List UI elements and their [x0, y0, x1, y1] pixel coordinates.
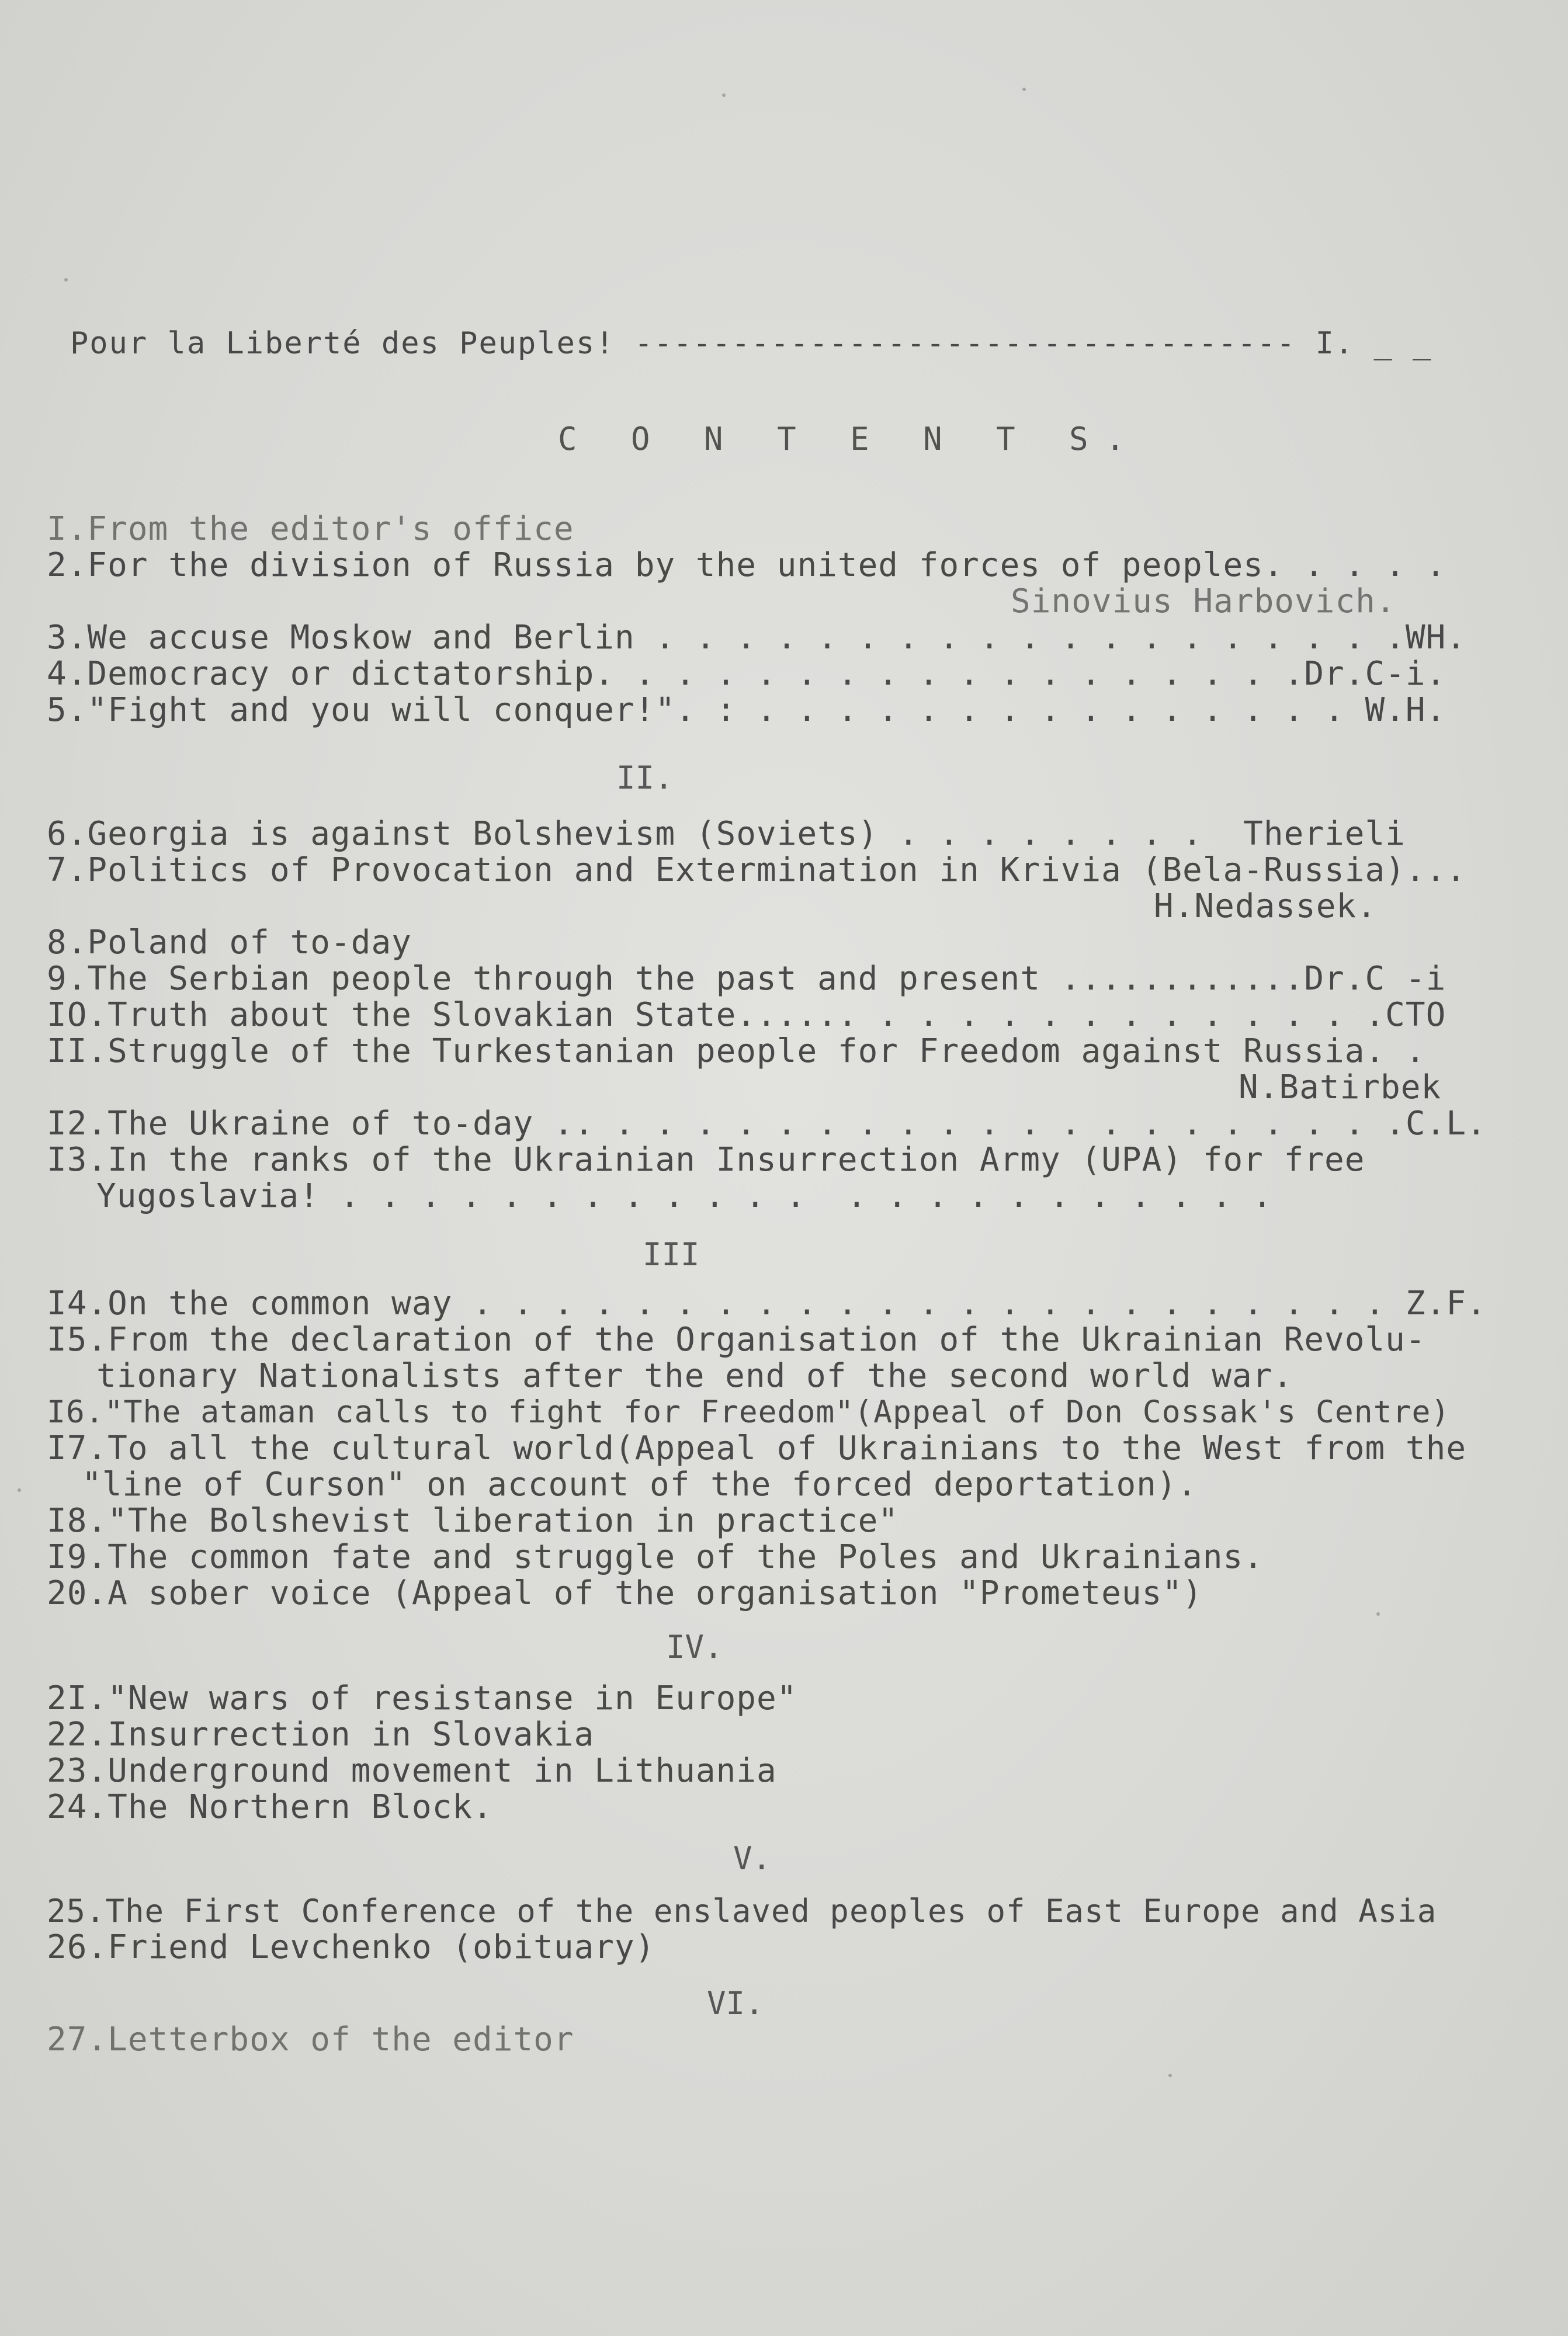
toc-entry-4: 4.Democracy or dictatorship. . . . . . . . . . . . . . . . . .Dr.C-i.	[47, 655, 1446, 693]
section-heading-6: VI.	[707, 1985, 764, 2022]
section-heading-4: IV.	[666, 1629, 723, 1665]
toc-entry-10: IO.Truth about the Slovakian State...... . . . . . . . . . . . . .CTO	[47, 996, 1446, 1034]
toc-entry-13-cont: Yugoslavia! . . . . . . . . . . . . . . . . . . . . . . .	[96, 1177, 1273, 1215]
paper-speck	[64, 278, 68, 282]
toc-entry-15: I5.From the declaration of the Organisation of the Ukrainian Revolu-	[47, 1321, 1426, 1359]
section-heading-2: II.	[616, 759, 674, 796]
paper-speck	[18, 1488, 21, 1492]
paper-speck	[1022, 88, 1026, 91]
toc-entry-17: I7.To all the cultural world(Appeal of Ukrainians to the West from the	[47, 1429, 1467, 1467]
toc-entry-24: 24.The Northern Block.	[47, 1788, 493, 1826]
section-heading-3: III	[643, 1236, 700, 1273]
toc-entry-22: 22.Insurrection in Slovakia	[47, 1716, 595, 1754]
section-heading-5: V.	[733, 1840, 772, 1877]
toc-entry-21: 2I."New wars of resistanse in Europe"	[47, 1679, 797, 1717]
toc-entry-13: I3.In the ranks of the Ukrainian Insurrection Army (UPA) for free	[47, 1141, 1365, 1179]
toc-entry-12: I2.The Ukraine of to-day .. . . . . . . . . . . . . . . . . . . . .C.L.	[47, 1105, 1487, 1143]
toc-entry-19: I9.The common fate and struggle of the Poles and Ukrainians.	[47, 1538, 1264, 1576]
toc-entry-2-author: Sinovius Harbovich.	[1011, 582, 1396, 620]
toc-entry-3: 3.We accuse Moskow and Berlin . . . . . . . . . . . . . . . . . . .WH.	[47, 619, 1467, 657]
toc-entry-11: II.Struggle of the Turkestanian people for Freedom against Russia. .	[47, 1032, 1426, 1070]
toc-entry-16: I6."The ataman calls to fight for Freedom"(Appeal of Don Cossak's Centre)	[47, 1394, 1451, 1430]
toc-entry-27: 27.Letterbox of the editor	[47, 2021, 574, 2059]
header-line: Pour la Liberté des Peuples! ---------------------------------- I. _ _	[70, 326, 1432, 361]
toc-entry-26: 26.Friend Levchenko (obituary)	[47, 1928, 655, 1966]
toc-entry-6: 6.Georgia is against Bolshevism (Soviets) . . . . . . . . Therieli	[47, 815, 1406, 853]
contents-title: C O N T E N T S.	[558, 421, 1143, 457]
toc-entry-14: I4.On the common way . . . . . . . . . . . . . . . . . . . . . . . Z.F.	[47, 1285, 1487, 1323]
toc-entry-11-author: N.Batirbek	[1239, 1068, 1442, 1106]
toc-entry-8: 8.Poland of to-day	[47, 924, 412, 962]
toc-entry-20: 20.A sober voice (Appeal of the organisation "Prometeus")	[47, 1574, 1203, 1612]
paper-speck	[722, 93, 726, 97]
toc-entry-15-cont: tionary Nationalists after the end of the second world war.	[96, 1357, 1293, 1395]
toc-entry-7: 7.Politics of Provocation and Extermination in Krivia (Bela-Russia)...	[47, 851, 1467, 889]
toc-entry-9: 9.The Serbian people through the past and present ............Dr.C -i	[47, 960, 1446, 998]
paper-speck	[1376, 1612, 1380, 1616]
paper-speck	[1168, 2074, 1172, 2077]
toc-entry-18: I8."The Bolshevist liberation in practice"	[47, 1502, 899, 1540]
toc-entry-2: 2.For the division of Russia by the united forces of peoples. . . . .	[47, 546, 1446, 584]
toc-entry-25: 25.The First Conference of the enslaved peoples of East Europe and Asia	[47, 1893, 1437, 1929]
toc-entry-17-cont: "line of Curson" on account of the forced deportation).	[82, 1466, 1198, 1504]
toc-entry-1: I.From the editor's office	[47, 510, 574, 548]
toc-entry-5: 5."Fight and you will conquer!". : . . . . . . . . . . . . . . . W.H.	[47, 691, 1446, 729]
toc-entry-7-author: H.Nedassek.	[1154, 887, 1377, 925]
toc-entry-23: 23.Underground movement in Lithuania	[47, 1752, 777, 1790]
